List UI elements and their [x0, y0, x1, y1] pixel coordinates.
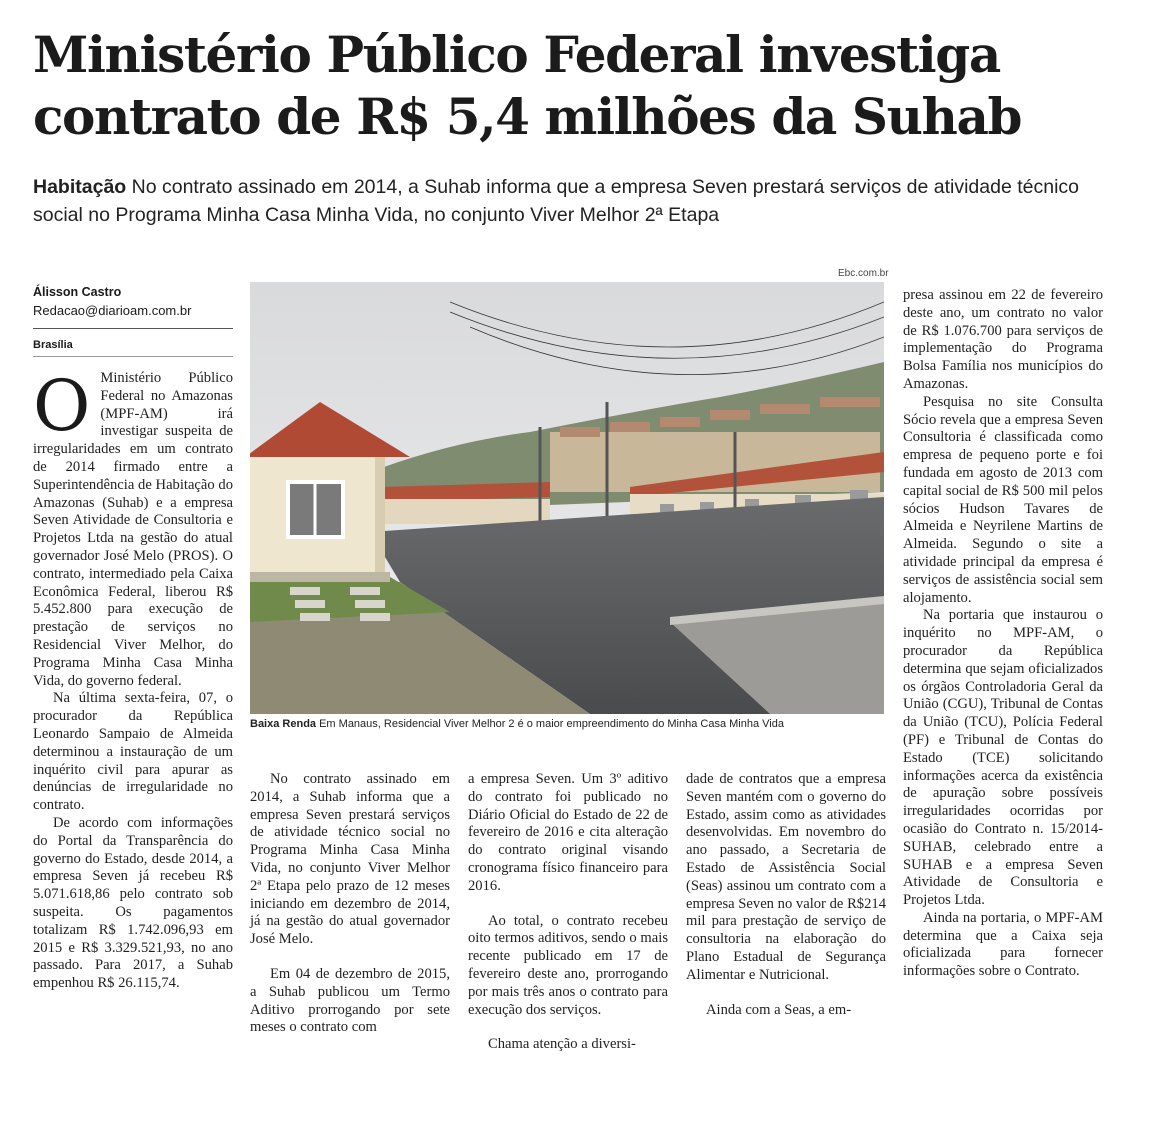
article-photo: [250, 282, 884, 714]
paragraph: Na última sexta-feira, 07, o procurador da República Leonardo Sampaio de Almeida determinou a instauração de um inquérito civil para apurar as denúncias de irregularidade no contrato.: [33, 690, 233, 814]
paragraph: Pesquisa no site Consulta Sócio revela que a empresa Seven Consultoria é classificada como empresa de pequeno porte e foi fundada em agosto de 2013 com capital social de R$ 500 mil pelos sócios Hudson Tavares de Almeida e Neyrilene Martins de Almeida. Segundo o site a atividade principal da empresa é serviços de assistência social sem alojamento.: [903, 393, 1103, 606]
paragraph: No contrato assinado em 2014, a Suhab informa que a empresa Seven prestará serviços de atividade técnico social no Programa Minha Casa Minha Vida, no conjunto Viver Melhor 2ª Etapa pelo prazo de 12 meses iniciando em dezembro de 2014, já na gestão do atual governador José Melo.: [250, 771, 450, 948]
subheadline-text: No contrato assinado em 2014, a Suhab informa que a empresa Seven prestará serviços de atividade técnico social no Programa Minha Casa Minha Vida, no conjunto Viver Melhor 2ª Etapa: [33, 176, 1080, 226]
author-email: Redacao@diarioam.com.br: [33, 303, 192, 318]
drop-cap: O: [33, 365, 91, 447]
article-column-2: [250, 771, 450, 1037]
article-column-4: [686, 771, 886, 1019]
dateline-divider: [33, 356, 233, 357]
headline-line-2: contrato de R$ 5,4 milhões da Suhab: [33, 87, 1022, 146]
paragraph: Ao total, o contrato recebeu oito termos aditivos, sendo o mais recente publicado em 17 de fevereiro deste ano, prorrogando por mais três anos o contrato para execução dos serviços.: [468, 912, 668, 1018]
caption-text: Em Manaus, Residencial Viver Melhor 2 é o maior empreendimento do Minha Casa Minha Vida: [319, 718, 784, 730]
article-column-3: [468, 771, 668, 1054]
byline: [33, 284, 191, 320]
dateline: Brasília: [33, 339, 73, 351]
author-name: Álisson Castro: [33, 285, 122, 299]
paragraph: a empresa Seven. Um 3º aditivo do contrato foi publicado no Diário Oficial do Estado de 22 de fevereiro de 2016 e cita alteração do contrato original visando cronograma físico financeiro para 2016.: [468, 771, 668, 894]
headline: [33, 24, 1133, 148]
paragraph: Na portaria que instaurou o inquérito no MPF-AM, o procurador da República determina que sejam oficializados os órgãos Controladoria Geral da União (CGU), Tribunal de Contas da União (TCU), Polícia Federal (PF) e Tribunal de Contas do Estado (TCE) solicitando informações acerca da existência de apuração sobre possíveis irregularidades ocorridas por ocasião do Contrato n. 15/2014-SUHAB, celebrado entre a SUHAB e a empresa Seven Atividade de Consultoria e Projetos Ltda.: [903, 607, 1103, 909]
article-column-5: [903, 287, 1103, 981]
paragraph: Em 04 de dezembro de 2015, a Suhab publicou um Termo Aditivo prorrogando por sete meses o contrato com: [250, 965, 450, 1036]
subheadline: [33, 173, 1133, 229]
paragraph: Ainda com a Seas, a em-: [706, 1001, 852, 1018]
paragraph: Chama atenção a diversi-: [488, 1036, 636, 1053]
paragraph: Ainda na portaria, o MPF-AM determina que a Caixa seja oficializada para fornecer informações sobre o Contrato.: [903, 909, 1103, 980]
byline-divider: [33, 328, 233, 329]
photo-caption: [250, 718, 890, 730]
section-kicker: Habitação: [33, 176, 127, 198]
paragraph: presa assinou em 22 de fevereiro deste ano, um contrato no valor de R$ 1.076.700 para serviços de implementação do Programa Bolsa Família nos municípios do Amazonas.: [903, 287, 1103, 392]
headline-line-1: Ministério Público Federal investiga: [33, 25, 1000, 84]
paragraph: De acordo com informações do Portal da Transparência do governo do Estado, desde 2014, a empresa Seven já recebeu R$ 5.071.618,86 pelo contrato sob suspeita. Os pagamentos totalizam R$ 1.742.096,93 em 2015 e R$ 3.329.521,93, no ano passado. Para 2017, a Suhab empenhou R$ 26.115,74.: [33, 814, 233, 992]
article-column-1: [33, 365, 233, 993]
paragraph: Ministério Público Federal no Amazonas (MPF-AM) irá investigar suspeita de irregularidades em um contrato de 2014 firmado entre a Superintendência de Habitação do Amazonas (Suhab) e a empresa Seven Atividade de Consultoria e Projetos Ltda na gestão do atual governador José Melo (PROS). O contrato, intermediado pela Caixa Econômica Federal, liberou R$ 5.452.800 para execução de prestação de serviços no Residencial Viver Melhor, do Programa Minha Casa Minha Vida, do governo federal.: [33, 370, 233, 689]
photo-credit: Ebc.com.br: [838, 268, 889, 279]
paragraph: dade de contratos que a empresa Seven mantém com o governo do Estado, assim como as atividades desenvolvidas. Em novembro do ano passado, a Secretaria de Estado de Assistência Social (Seas) assinou um contrato com a empresa Seven no valor de R$214 mil para prestação de serviço de consultoria na elaboração do Plano Estadual de Segurança Alimentar e Nutricional.: [686, 771, 886, 983]
caption-label: Baixa Renda: [250, 718, 317, 730]
